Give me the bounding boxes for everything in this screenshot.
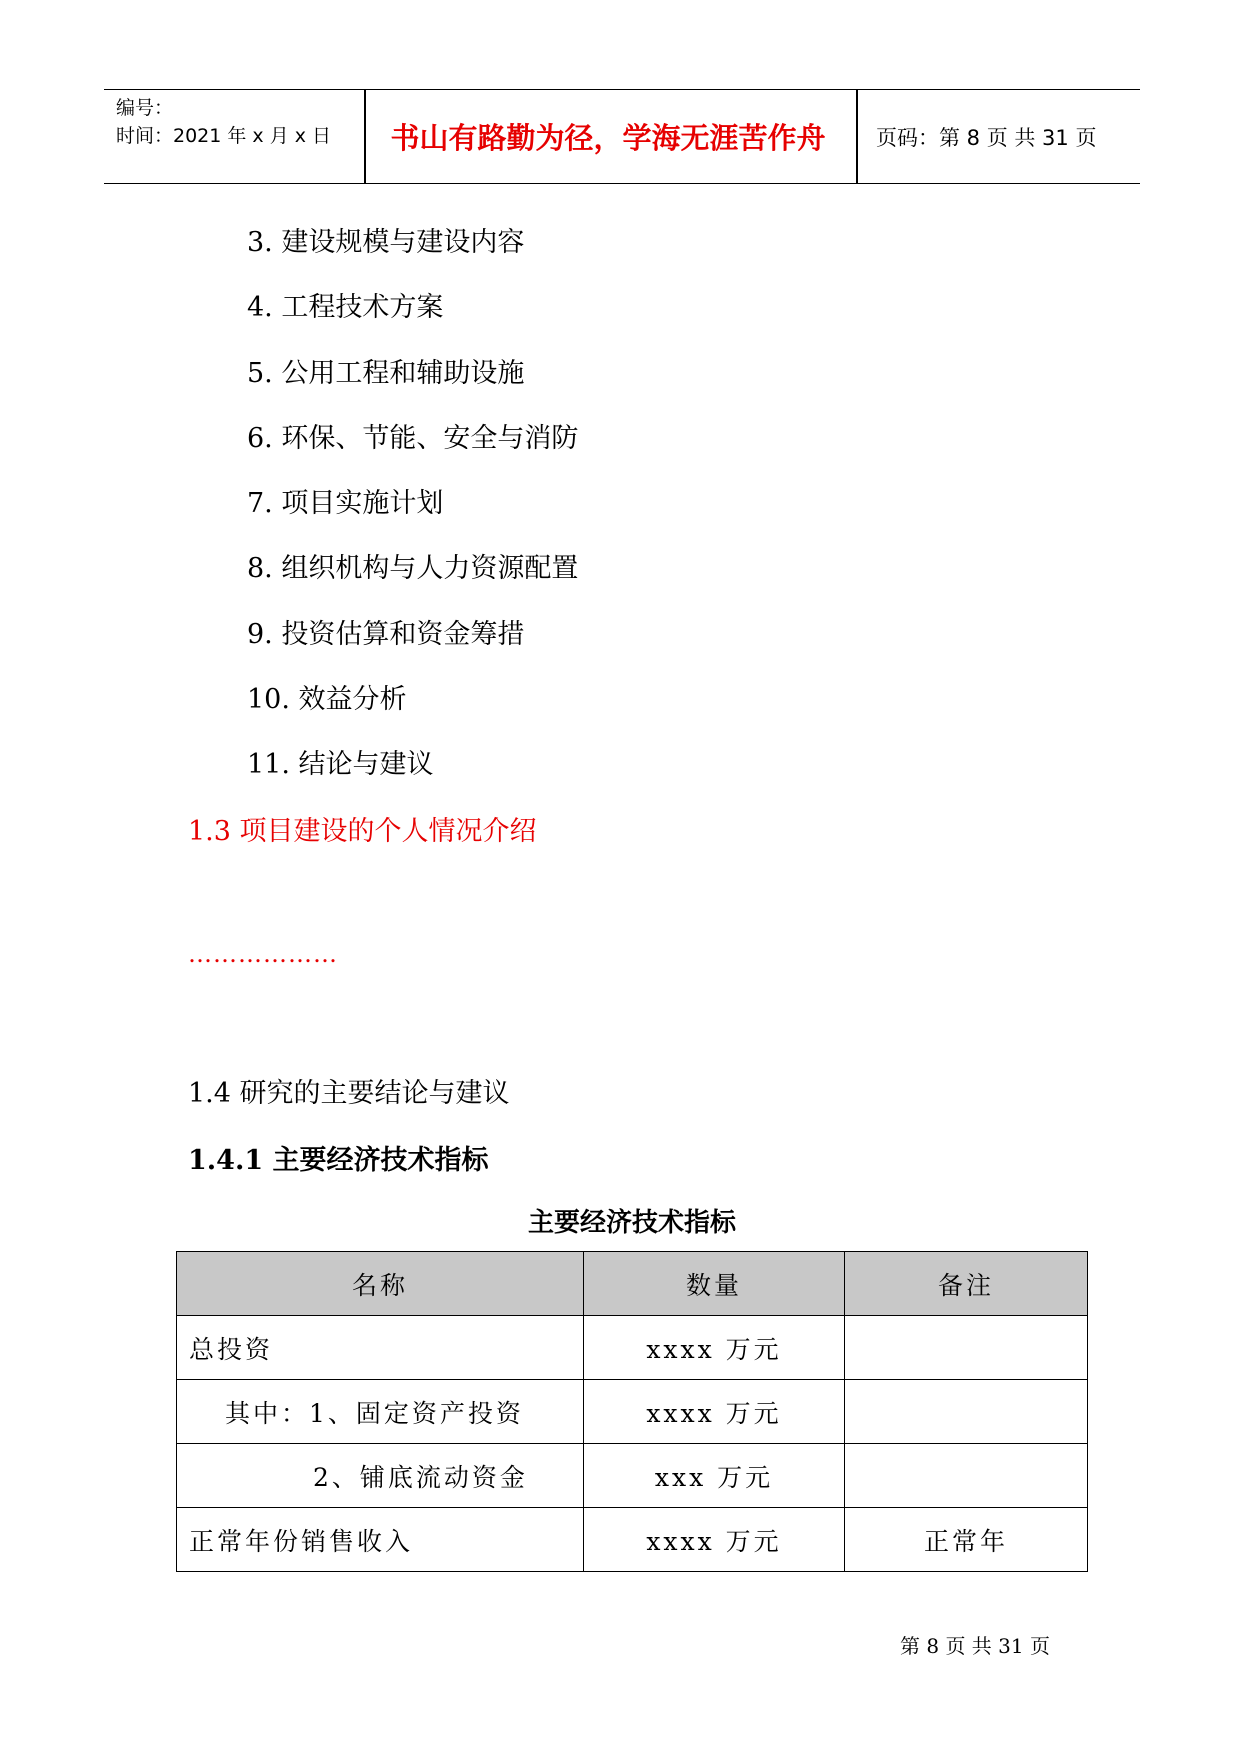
header-page-number: 页码：第 8 页 共 31 页 xyxy=(876,125,1097,150)
list-item: 10. 效益分析 xyxy=(247,684,407,716)
section-heading-1-4: 1.4 研究的主要结论与建议 xyxy=(188,1078,510,1109)
table-row xyxy=(177,1508,1088,1572)
table-cell: 2、铺底流动资金 xyxy=(177,1444,584,1508)
table-cell xyxy=(845,1380,1088,1444)
indicator-table xyxy=(176,1251,1088,1572)
list-item: 3. 建设规模与建设内容 xyxy=(247,227,525,258)
list-item: 5. 公用工程和辅助设施 xyxy=(247,357,525,389)
column-header-name: 名称 xyxy=(177,1252,584,1316)
list-item: 9. 投资估算和资金筹措 xyxy=(247,618,525,650)
column-header-quantity: 数量 xyxy=(584,1252,845,1316)
table-cell xyxy=(845,1316,1088,1380)
table-cell: 总投资 xyxy=(177,1316,584,1380)
list-item: 11. 结论与建议 xyxy=(247,749,434,781)
page-header xyxy=(104,89,1140,184)
serial-number-label: 编号： xyxy=(116,97,174,119)
header-meta xyxy=(116,94,331,150)
table-row xyxy=(177,1316,1088,1380)
header-divider xyxy=(364,90,366,183)
header-divider xyxy=(856,90,858,183)
table-cell: xxxx 万元 xyxy=(584,1508,845,1572)
table-cell: 正常年 xyxy=(845,1508,1088,1572)
table-cell: xxxx 万元 xyxy=(584,1380,845,1444)
table-cell: 其中：1、固定资产投资 xyxy=(177,1380,584,1444)
ellipsis-placeholder: ……………… xyxy=(188,940,338,968)
table-caption: 主要经济技术指标 xyxy=(527,1208,736,1238)
table-row xyxy=(177,1444,1088,1508)
section-heading-1-3: 1.3 项目建设的个人情况介绍 xyxy=(188,816,537,847)
table-cell xyxy=(845,1444,1088,1508)
content-list xyxy=(247,222,578,810)
section-heading-1-4-1: 1.4.1 主要经济技术指标 xyxy=(188,1145,489,1176)
table-cell: 正常年份销售收入 xyxy=(177,1508,584,1572)
table-header-row xyxy=(177,1252,1088,1316)
header-motto: 书山有路勤为径，学海无涯苦作舟 xyxy=(390,121,826,155)
table-row xyxy=(177,1380,1088,1444)
list-item: 4. 工程技术方案 xyxy=(247,292,444,324)
page-footer: 第 8 页 共 31 页 xyxy=(900,1634,1050,1658)
table-cell: xxx 万元 xyxy=(584,1444,845,1508)
date-text: 时间：2021 年 x 月 x 日 xyxy=(116,125,332,147)
list-item: 7. 项目实施计划 xyxy=(247,488,444,520)
list-item: 6. 环保、节能、安全与消防 xyxy=(247,422,579,454)
table-cell: xxxx 万元 xyxy=(584,1316,845,1380)
list-item: 8. 组织机构与人力资源配置 xyxy=(247,553,579,585)
column-header-remark: 备注 xyxy=(845,1252,1088,1316)
